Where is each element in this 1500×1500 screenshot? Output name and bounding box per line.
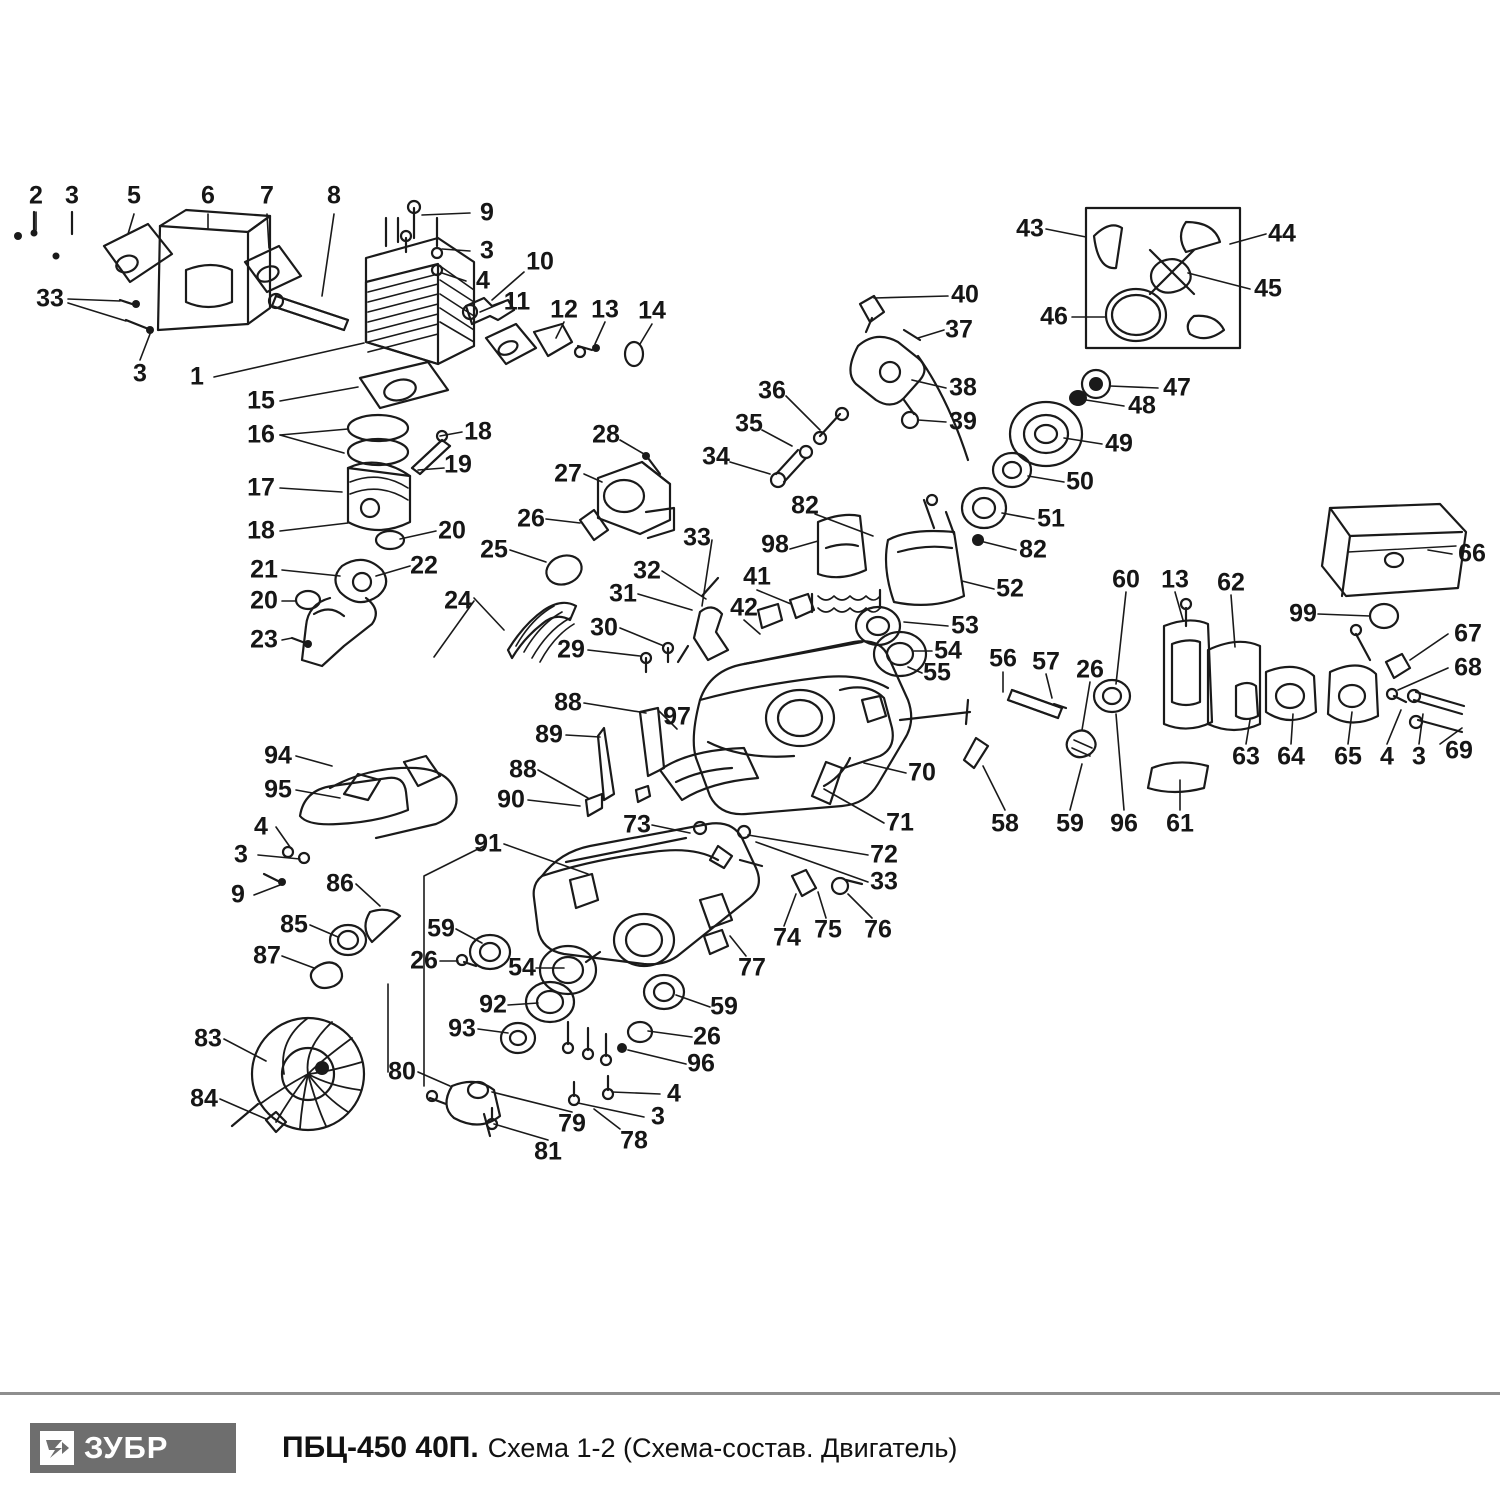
callout-number: 98: [761, 530, 789, 559]
callout-number: 54: [508, 953, 536, 982]
callout-number: 18: [247, 516, 275, 545]
callout-number: 89: [535, 720, 563, 749]
callout-number: 60: [1112, 565, 1140, 594]
callout-number: 35: [735, 409, 763, 438]
callout-number: 27: [554, 459, 582, 488]
callout-number: 71: [886, 808, 914, 837]
callout-number: 56: [989, 644, 1017, 673]
callout-number: 47: [1163, 373, 1191, 402]
callout-number: 19: [444, 450, 472, 479]
callout-number: 4: [476, 266, 490, 295]
callout-number: 48: [1128, 391, 1156, 420]
callout-number: 81: [534, 1137, 562, 1166]
callout-number: 42: [730, 593, 758, 622]
footer-caption: [282, 1431, 957, 1465]
callout-number: 22: [410, 551, 438, 580]
callout-number: 26: [517, 504, 545, 533]
callout-number: 76: [864, 915, 892, 944]
callout-number: 61: [1166, 809, 1194, 838]
callout-number: 43: [1016, 214, 1044, 243]
callout-number: 10: [526, 247, 554, 276]
callout-number: 79: [558, 1109, 586, 1138]
callout-number: 74: [773, 923, 801, 952]
footer-bar: [0, 1395, 1500, 1500]
callout-number: 63: [1232, 742, 1260, 771]
callout-number: 6: [201, 181, 215, 210]
callout-number: 26: [410, 946, 438, 975]
callout-number: 44: [1268, 219, 1296, 248]
callout-number: 39: [949, 407, 977, 436]
callout-number: 53: [951, 611, 979, 640]
callout-number: 45: [1254, 274, 1282, 303]
callout-number: 77: [738, 953, 766, 982]
callout-number: 57: [1032, 647, 1060, 676]
callout-number: 65: [1334, 742, 1362, 771]
callout-number: 55: [923, 658, 951, 687]
callout-number: 88: [509, 755, 537, 784]
callout-number: 28: [592, 420, 620, 449]
callout-number: 14: [638, 296, 666, 325]
callout-number: 33: [870, 867, 898, 896]
callout-number: 94: [264, 741, 292, 770]
callout-number: 59: [1056, 809, 1084, 838]
callout-number: 3: [65, 181, 79, 210]
footer-model: ПБЦ-450 40П.: [282, 1430, 479, 1464]
callout-number: 34: [702, 442, 730, 471]
callout-number: 49: [1105, 429, 1133, 458]
callout-number: 1: [190, 362, 204, 391]
callout-number: 37: [945, 315, 973, 344]
callout-number: 4: [254, 812, 268, 841]
callout-number: 3: [1412, 742, 1426, 771]
callout-number: 36: [758, 376, 786, 405]
callout-number: 9: [480, 198, 494, 227]
callout-number: 46: [1040, 302, 1068, 331]
callout-number: 13: [591, 295, 619, 324]
callout-number: 82: [791, 491, 819, 520]
callout-number: 3: [234, 840, 248, 869]
callout-number: 62: [1217, 568, 1245, 597]
callout-number: 86: [326, 869, 354, 898]
callout-number: 4: [1380, 742, 1394, 771]
callout-number: 70: [908, 758, 936, 787]
callout-number: 20: [438, 516, 466, 545]
callout-number: 75: [814, 915, 842, 944]
callout-number: 30: [590, 613, 618, 642]
callout-number: 31: [609, 579, 637, 608]
callout-number: 83: [194, 1024, 222, 1053]
callout-number: 23: [250, 625, 278, 654]
callout-number: 29: [557, 635, 585, 664]
callout-number: 66: [1458, 539, 1486, 568]
callout-number: 84: [190, 1084, 218, 1113]
zubr-logo-icon: [30, 1423, 236, 1473]
callout-number: 40: [951, 280, 979, 309]
callout-number: 16: [247, 420, 275, 449]
callout-number: 25: [480, 535, 508, 564]
callout-number: 59: [710, 992, 738, 1021]
callout-number: 17: [247, 473, 275, 502]
callout-number: 12: [550, 295, 578, 324]
callout-number: 3: [480, 236, 494, 265]
callout-number: 38: [949, 373, 977, 402]
callout-number: 87: [253, 941, 281, 970]
footer-scheme: Схема 1-2 (Схема-состав. Двигатель): [487, 1432, 958, 1463]
callout-number: 82: [1019, 535, 1047, 564]
callout-number: 33: [683, 523, 711, 552]
callout-number: 9: [231, 880, 245, 909]
callout-number: 20: [250, 586, 278, 615]
callout-number: 26: [693, 1022, 721, 1051]
callout-number: 97: [663, 702, 691, 731]
callout-number: 73: [623, 810, 651, 839]
callout-number: 32: [633, 556, 661, 585]
callout-number: 85: [280, 910, 308, 939]
callout-number: 13: [1161, 565, 1189, 594]
callout-number: 4: [667, 1079, 681, 1108]
callout-number: 93: [448, 1014, 476, 1043]
callout-number: 21: [250, 555, 278, 584]
callout-number: 15: [247, 386, 275, 415]
callout-number: 2: [29, 181, 43, 210]
callout-number: 26: [1076, 655, 1104, 684]
callout-number: 64: [1277, 742, 1305, 771]
callout-number: 69: [1445, 736, 1473, 765]
callout-number: 96: [1110, 809, 1138, 838]
brand-wordmark: ЗУБР: [84, 1430, 169, 1465]
callout-number: 41: [743, 562, 771, 591]
callout-number: 95: [264, 775, 292, 804]
callout-number: 67: [1454, 619, 1482, 648]
callout-number: 8: [327, 181, 341, 210]
callout-number: 68: [1454, 653, 1482, 682]
callout-number: 24: [444, 586, 472, 615]
callout-number: 33: [36, 284, 64, 313]
callout-number: 92: [479, 990, 507, 1019]
callout-number: 78: [620, 1126, 648, 1155]
callout-number: 90: [497, 785, 525, 814]
callout-number: 91: [474, 829, 502, 858]
callout-number: 7: [260, 181, 274, 210]
callout-number: 59: [427, 914, 455, 943]
callout-number: 18: [464, 417, 492, 446]
callout-number: 72: [870, 840, 898, 869]
callout-number: 50: [1066, 467, 1094, 496]
callout-number: 99: [1289, 599, 1317, 628]
callout-number: 52: [996, 574, 1024, 603]
callout-number: 51: [1037, 504, 1065, 533]
callout-number: 88: [554, 688, 582, 717]
callout-number: 54: [934, 636, 962, 665]
callout-number: 11: [503, 287, 531, 316]
callout-number: 96: [687, 1049, 715, 1078]
callout-number: 80: [388, 1057, 416, 1086]
callout-number: 3: [133, 359, 147, 388]
callout-number: 3: [651, 1102, 665, 1131]
callout-number: 58: [991, 809, 1019, 838]
callout-number: 5: [127, 181, 141, 210]
